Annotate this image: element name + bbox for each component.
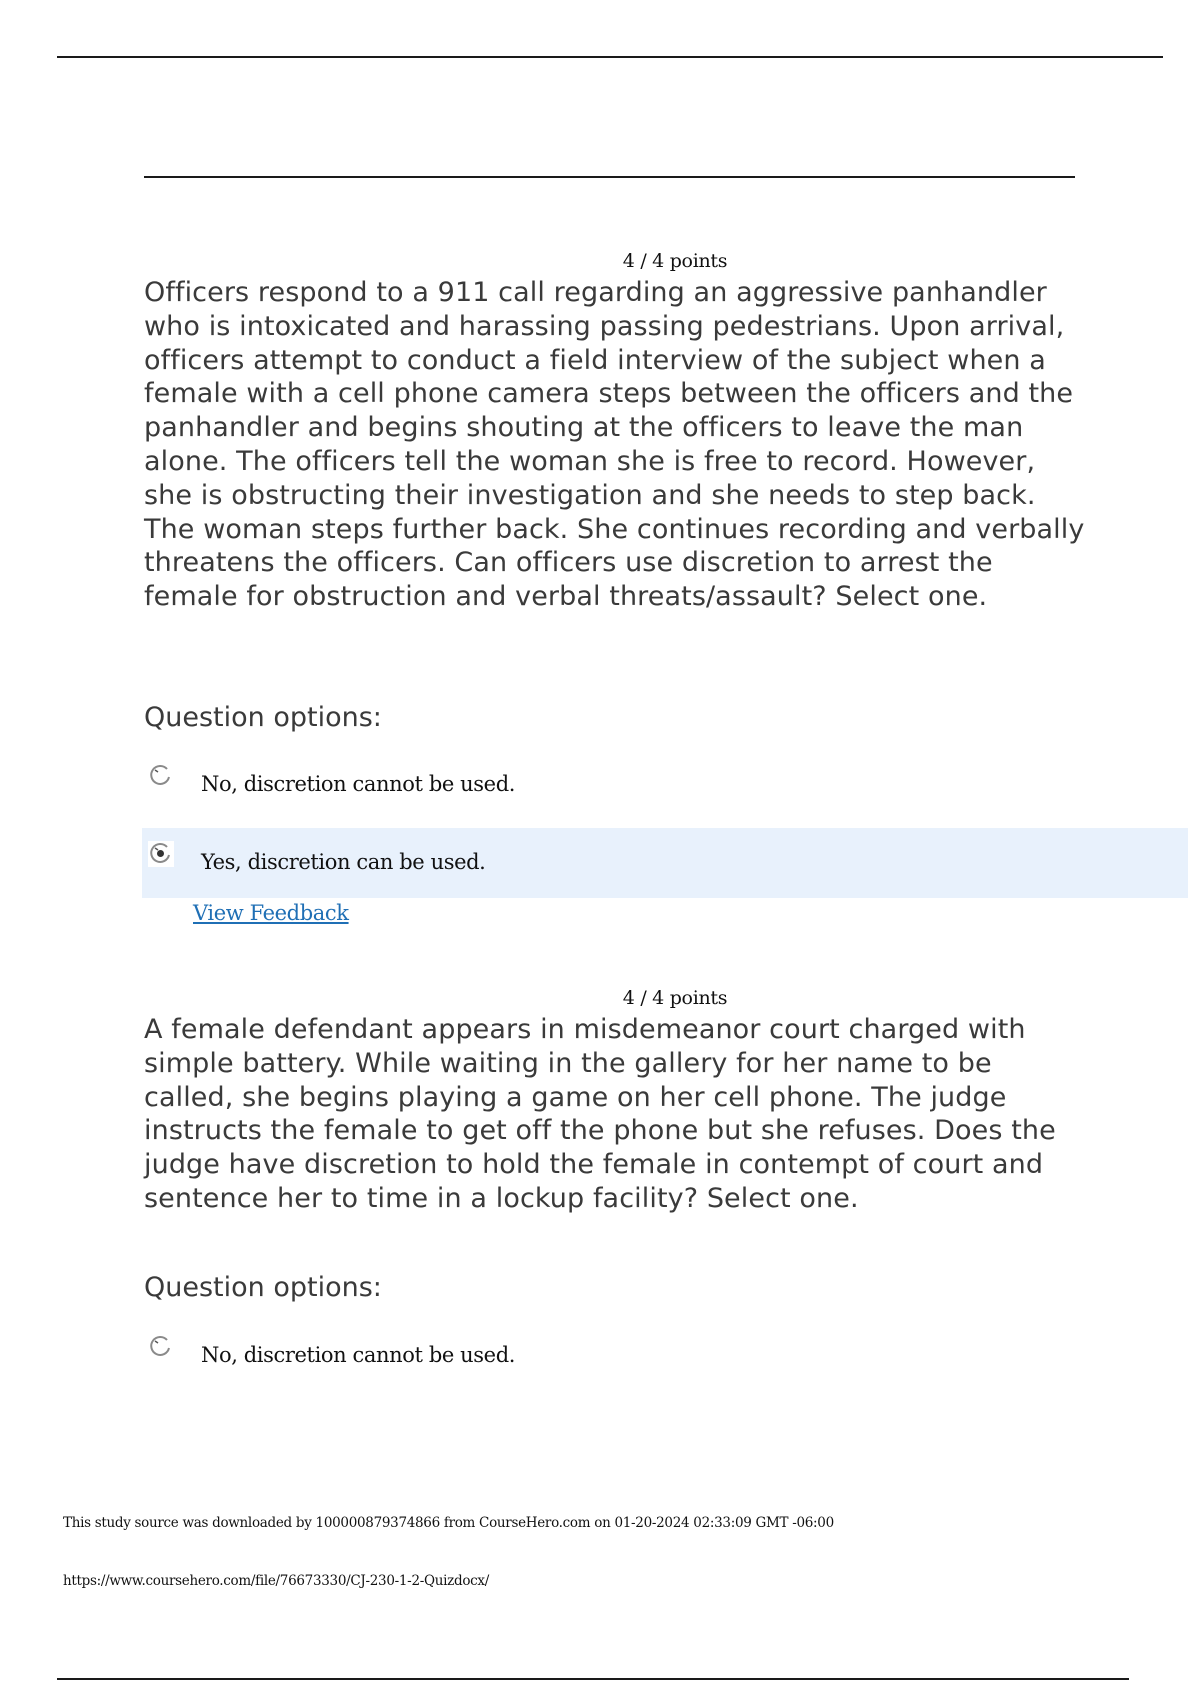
source-url: https://www.coursehero.com/file/76673330/CJ-230-1-2-Quizdocx/ (63, 1573, 489, 1589)
radio-unselected-icon[interactable] (148, 763, 174, 789)
bottom-divider (57, 1678, 1129, 1680)
question-2-points: 4 / 4 points (622, 987, 728, 1009)
download-source-notice: This study source was downloaded by 100000879374866 from CourseHero.com on 01-20-2024 02:33:09 GMT -06:00 (63, 1515, 834, 1531)
view-feedback-link[interactable]: View Feedback (193, 901, 349, 925)
question-2-options-label: Question options: (144, 1272, 382, 1303)
question-2-option-no[interactable] (142, 1321, 1188, 1391)
question-2-text: A female defendant appears in misdemeanor court charged with simple battery. While waiting in the gallery for her name to be called, she begins playing a game on her cell phone. The judge instructs the female to get off the phone but she refuses. Does the judge have discretion to hold the female in contempt of court and sentence her to time in a lockup facility? Select one. (144, 1014, 1056, 1214)
section-divider (144, 176, 1075, 178)
option-label: No, discretion cannot be used. (201, 1343, 516, 1367)
question-1-option-yes[interactable] (142, 828, 1188, 898)
question-1-text: Officers respond to a 911 call regarding an aggressive panhandler who is intoxicated and harassing passing pedestrians. Upon arrival, officers attempt to conduct a field interview of the subject when a female with a cell phone camera steps between the officers and the panhandler and begins shouting at the officers to leave the man alone. The officers tell the woman she is free to record. However, she is obstructing their investigation and she needs to step back. The woman steps further back. She continues recording and verbally threatens the officers. Can officers use discretion to arrest the female for obstruction and verbal threats/assault? Select one. (144, 277, 1085, 613)
radio-unselected-icon[interactable] (148, 1334, 174, 1360)
question-1-options-label: Question options: (144, 702, 382, 733)
option-label: Yes, discretion can be used. (201, 850, 486, 874)
radio-selected-icon[interactable] (148, 841, 174, 867)
question-1-points: 4 / 4 points (622, 250, 728, 272)
question-1-option-no[interactable] (142, 750, 1188, 820)
option-label: No, discretion cannot be used. (201, 772, 516, 796)
top-divider (57, 56, 1163, 58)
